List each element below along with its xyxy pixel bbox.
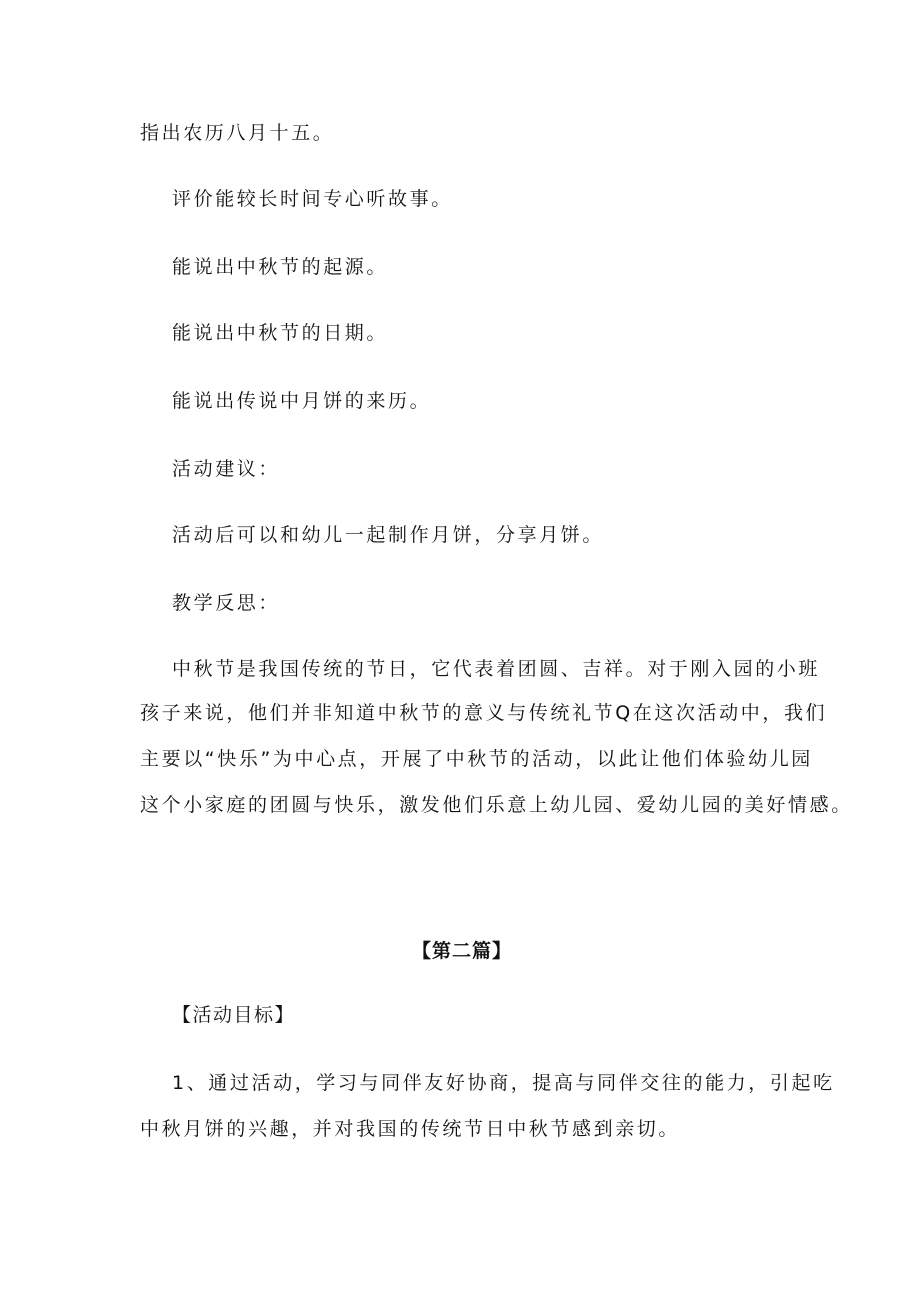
goal-line: 中秋月饼的兴趣，并对我国的传统节日中秋节感到亲切。 [140,1118,681,1140]
paragraph-line: 中秋节是我国传统的节日，它代表着团圆、吉祥。对于刚入园的小班 [172,658,821,680]
paragraph-line: 能说出中秋节的起源。 [172,256,389,278]
paragraph-line: 评价能较长时间专心听故事。 [172,188,453,210]
goal-line: 1、通过活动，学习与同伴友好协商，提高与同伴交往的能力，引起吃 [172,1072,835,1094]
paragraph-line: 活动建议： [172,458,281,480]
paragraph-line: 指出农历八月十五。 [140,122,335,144]
paragraph-line: 主要以“快乐”为中心点，开展了中秋节的活动，以此让他们体验幼儿园 [140,748,813,770]
paragraph-line: 能说出传说中月饼的来历。 [172,390,432,412]
section-title: 【第二篇】 [412,940,513,962]
paragraph-line: 能说出中秋节的日期。 [172,322,389,344]
activity-goal-heading: 【活动目标】 [172,1004,296,1026]
paragraph-line: 孩子来说，他们并非知道中秋节的意义与传统礼节Q在这次活动中，我们 [140,702,828,724]
paragraph-line: 教学反思： [172,592,281,614]
paragraph-line: 这个小家庭的团圆与快乐，激发他们乐意上幼儿园、爱幼儿园的美好情感。 [140,794,853,816]
paragraph-line: 活动后可以和幼儿一起制作月饼，分享月饼。 [172,524,605,546]
